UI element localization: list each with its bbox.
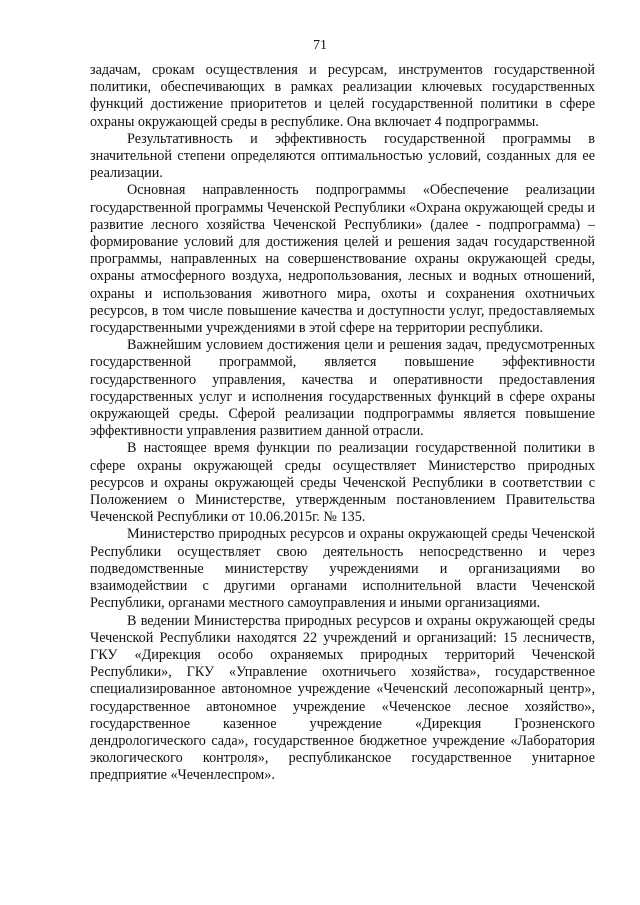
paragraph-program-effectiveness: Результативность и эффективность государственной программы в значительной степени определяются оптимальностью условий, созданных для ее реализации. [90,130,595,182]
paragraph-current-functions: В настоящее время функции по реализации государственной политики в сфере охраны окружающей среды осуществляет Министерство природных ресурсов и охраны окружающей среды Чеченской Республики в соответствии с Положением о Министерстве, утвержденным постановлением Правительства Чеченской Республики от 10.06.2015г. № 135. [90,440,595,526]
paragraph-ministry-organizations: В ведении Министерства природных ресурсов и охраны окружающей среды Чеченской Республики находятся 22 учреждений и организаций: 15 лесничеств, ГКУ «Дирекция особо охраняемых природных территорий Чеченской Республики», ГКУ «Управление охотничьего хозяйства», государственное специализированное автономное учреждение «Чеченский лесопожарный центр», государственное автономное учреждение «Чеченское лесное хозяйство», государственное казенное учреждение «Дирекция Грозненского дендрологического сада», государственное бюджетное учреждение «Лаборатория экологического контроля», республиканское государственное унитарное предприятие «Чеченлеспром». [90,612,595,784]
body-text [90,62,595,785]
page-number: 71 [313,38,327,53]
paragraph-subprogram-focus: Основная направленность подпрограммы «Обеспечение реализации государственной программы Чеченской Республики «Охрана окружающей среды и развитие лесного хозяйства Чеченской Республики» (далее - подпрограмма) – формирование условий для достижения целей и решения задач государственной программы, направленных на совершенствование охраны окружающей среды, охраны атмосферного воздуха, недропользования, лесных и водных отношений, охраны и использования животного мира, охоты и сохранения охотничьих ресурсов, в том числе повышение качества и доступности услуг, предоставляемых государственными учреждениями в этой сфере на территории республики. [90,182,595,337]
paragraph-continued: задачам, срокам осуществления и ресурсам, инструментов государственной политики, обеспечивающих в рамках реализации ключевых государственных функций достижение приоритетов и целей государственной политики в сфере охраны окружающей среды в республике. Она включает 4 подпрограммы. [90,62,595,130]
paragraph-ministry-activity: Министерство природных ресурсов и охраны окружающей среды Чеченской Республики осуществляет свою деятельность непосредственно и через подведомственные министерству учреждениями и организациями во взаимодействии с другими органами исполнительной власти Чеченской Республики, органами местного самоуправления и иными организациями. [90,526,595,612]
paragraph-key-condition: Важнейшим условием достижения цели и решения задач, предусмотренных государственной программой, является повышение эффективности государственного управления, качества и оперативности предоставления государственных услуг и исполнения государственных функций в сфере охраны окружающей среды. Сферой реализации подпрограммы является повышение эффективности управления развитием данной отрасли. [90,337,595,440]
